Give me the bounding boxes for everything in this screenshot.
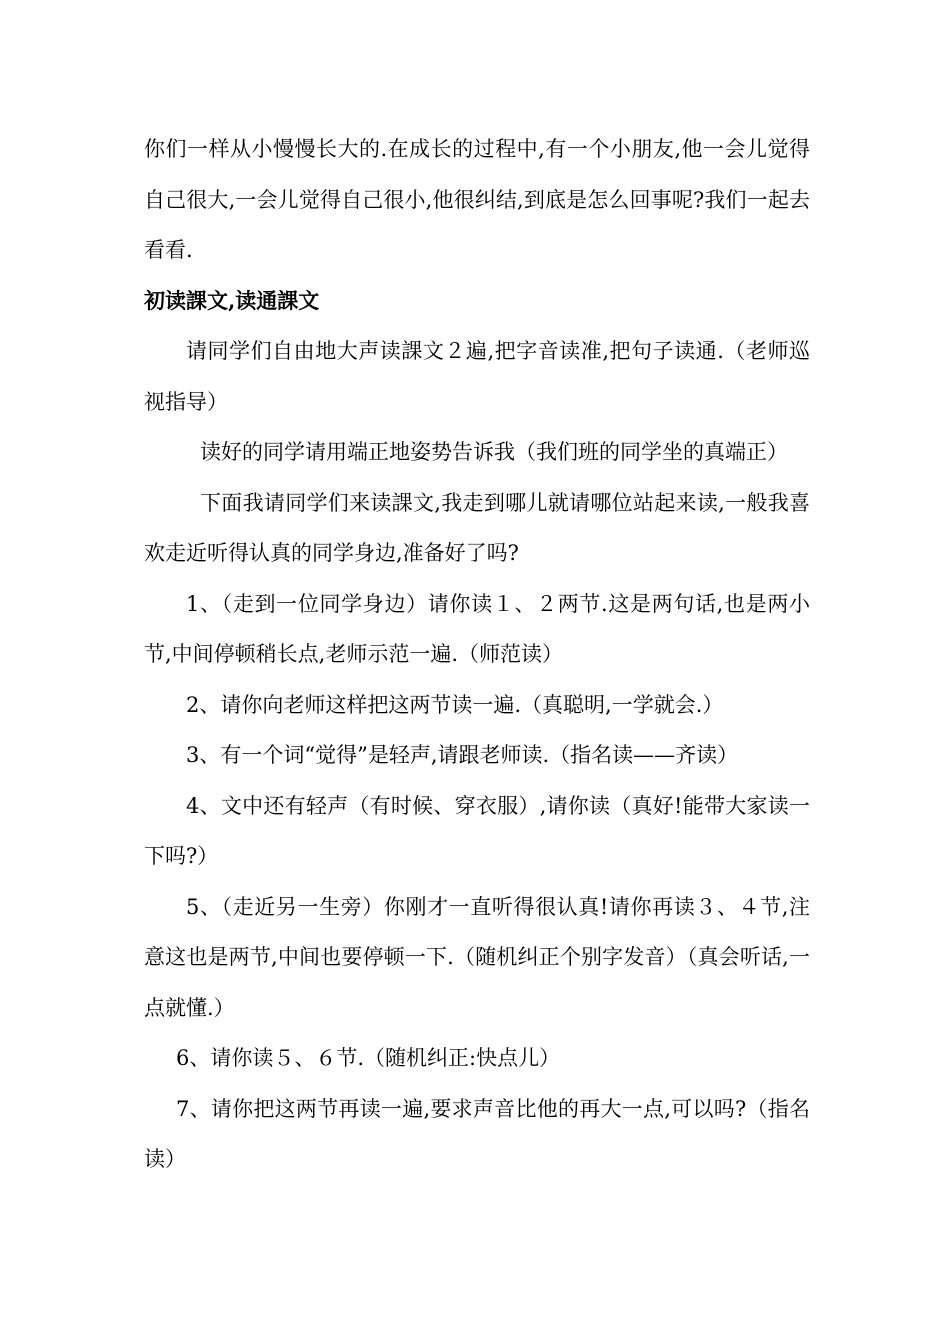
list-item-2: 2、请你向老师这样把这两节读一遍.（真聪明,一学就会.） (186, 692, 724, 717)
paragraph-intro: 你们一样从小慢慢长大的.在成长的过程中,有一个小朋友,他一会儿觉得自己很大,一会儿觉得自己很小,他很纠结,到底是怎么回事呢?我们一起去看看. (144, 137, 810, 262)
document-body (144, 124, 810, 1185)
list-item-7: 7、请你把这两节再读一遍,要求声音比他的再大一点,可以吗?（指名读） (144, 1096, 810, 1171)
paragraph-posture: 读好的同学请用端正地姿势告诉我（我们班的同学坐的真端正） (200, 440, 788, 464)
section-heading: 初读課文,读通課文 (144, 287, 320, 313)
list-item-1: 1、（走到一位同学身边）请你读１、２两节.这是两句话,也是两小节,中间停顿稍长点,老师示范一遍.（师范读） (144, 591, 810, 666)
list-item-4: 4、文中还有轻声（有时候、穿衣服）,请你读（真好!能带大家读一下吗?） (144, 793, 810, 868)
paragraph-instruction: 请同学们自由地大声读課文２遍,把字音读准,把句子读通.（老师巡视指导） (144, 339, 810, 414)
list-item-5: 5、（走近另一生旁）你刚才一直听得很认真!请你再读３、４节,注意这也是两节,中间也要停顿一下.（随机纠正个别字发音）（真会听话,一点就懂.） (144, 894, 810, 1020)
list-item-3: 3、有一个词“觉得”是轻声,请跟老师读.（指名读——齐读） (186, 743, 739, 767)
list-item-6: 6、请你读５、６节.（随机纠正:快点儿） (176, 1046, 561, 1070)
paragraph-reading-order: 下面我请同学们来读課文,我走到哪儿就请哪位站起来读,一般我喜欢走近听得认真的同学身边,准备好了吗? (144, 490, 810, 565)
